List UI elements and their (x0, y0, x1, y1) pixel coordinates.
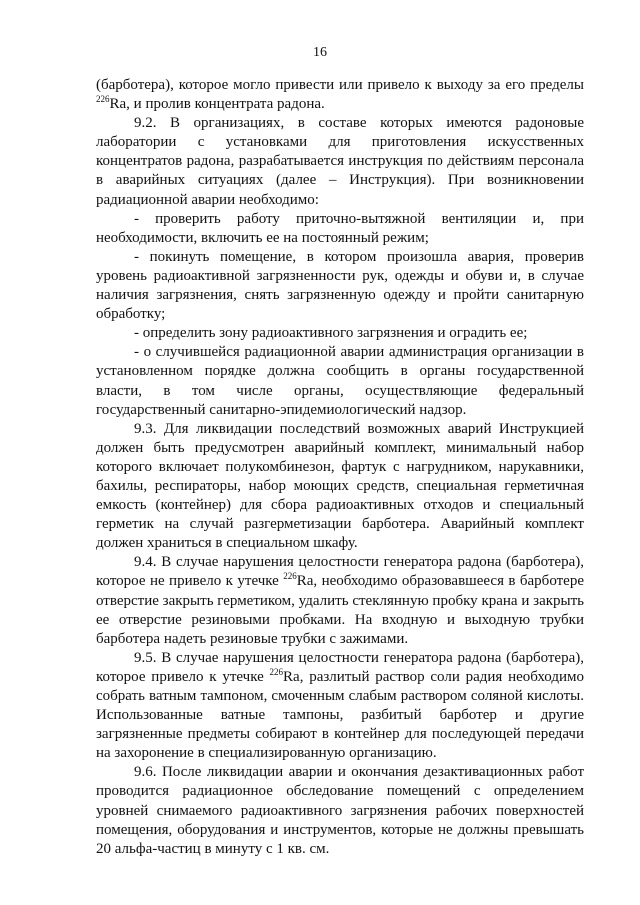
list-item-report-authorities: - о случившейся радиационной аварии администрация организации в установленном порядке должна сообщить в органы государственной власти, в том числе органы, осуществляющие федеральный государственный санитарно-эпидемиологический надзор. (96, 344, 584, 418)
paragraph-9-3: 9.3. Для ликвидации последствий возможных аварий Инструкцией должен быть предусмотрен аварийный комплект, минимальный набор которого включает полукомбинезон, фартук с нагрудником, нарукавники, бахилы, респираторы, набор моющих средств, специальная герметичная емкость (контейнер) для сбора радиоактивных отходов и специальный герметик на случай разгерметизации барботера. Аварийный комплект должен храниться в специальном шкафу. (96, 420, 584, 552)
text-segment: (барботера), которое могло привести или привело к выходу за его пределы (96, 77, 584, 93)
isotope-mass-number: 226 (283, 571, 297, 582)
paragraph-9-6: 9.6. После ликвидации аварии и окончания дезактивационных работ проводится радиационное обследование помещений с определением уровней снимаемого радиоактивного загрязнения рабочих поверхностей помещения, оборудования и инструментов, которые не должны превышать 20 альфа-частиц в минуту с 1 кв. см. (96, 764, 584, 857)
paragraph-9-5 (96, 649, 584, 764)
page-number: 16 (313, 45, 327, 60)
isotope-mass-number: 226 (96, 94, 110, 105)
document-body (96, 76, 584, 859)
text-segment: 9.4. В случае нарушения целостности генератора радона (барботера), которое не привело к утечке (96, 554, 584, 590)
list-item-ventilation: - проверить работу приточно-вытяжной вентиляции и, при необходимости, включить ее на постоянный режим; (96, 210, 584, 246)
list-item-contamination-zone: - определить зону радиоактивного загрязнения и оградить ее; (134, 325, 528, 342)
paragraph-continuation (96, 76, 584, 114)
text-segment: 9.5. В случае нарушения целостности генератора радона (барботера), которое привело к утечке (96, 649, 584, 685)
isotope-mass-number: 226 (269, 666, 284, 677)
paragraph-9-4 (96, 553, 584, 648)
text-segment: Ra, необходимо образовавшееся в барботере отверстие закрыть герметиком, удалить стеклянную пробку крана и закрыть ее отверстие резиновыми пробками. На входную и выходную трубки барботера надеть резиновые трубки с зажимами. (96, 573, 584, 647)
text-segment: Ra, и пролив концентрата радона. (109, 96, 325, 113)
list-item-leave-room: - покинуть помещение, в котором произошла авария, проверив уровень радиоактивной загрязненности рук, одежды и обуви и, в случае наличия загрязнения, снять загрязненную одежду и пройти санитарную обработку; (96, 248, 584, 323)
paragraph-9-2: 9.2. В организациях, в составе которых имеются радоновые лаборатории с установками для приготовления искусственных концентратов радона, разрабатывается инструкция по действиям персонала в аварийных ситуациях (далее – Инструкция). При возникновении радиационной аварии необходимо: (96, 115, 584, 208)
text-segment: Ra, разлитый раствор соли радия необходимо собрать ватным тампоном, смоченным слабым раствором соляной кислоты. Использованные ватные тампоны, разбитый барботер и другие загрязненные предметы собирают в контейнер для последующей передачи на захоронение в специализированную организацию. (96, 668, 584, 762)
